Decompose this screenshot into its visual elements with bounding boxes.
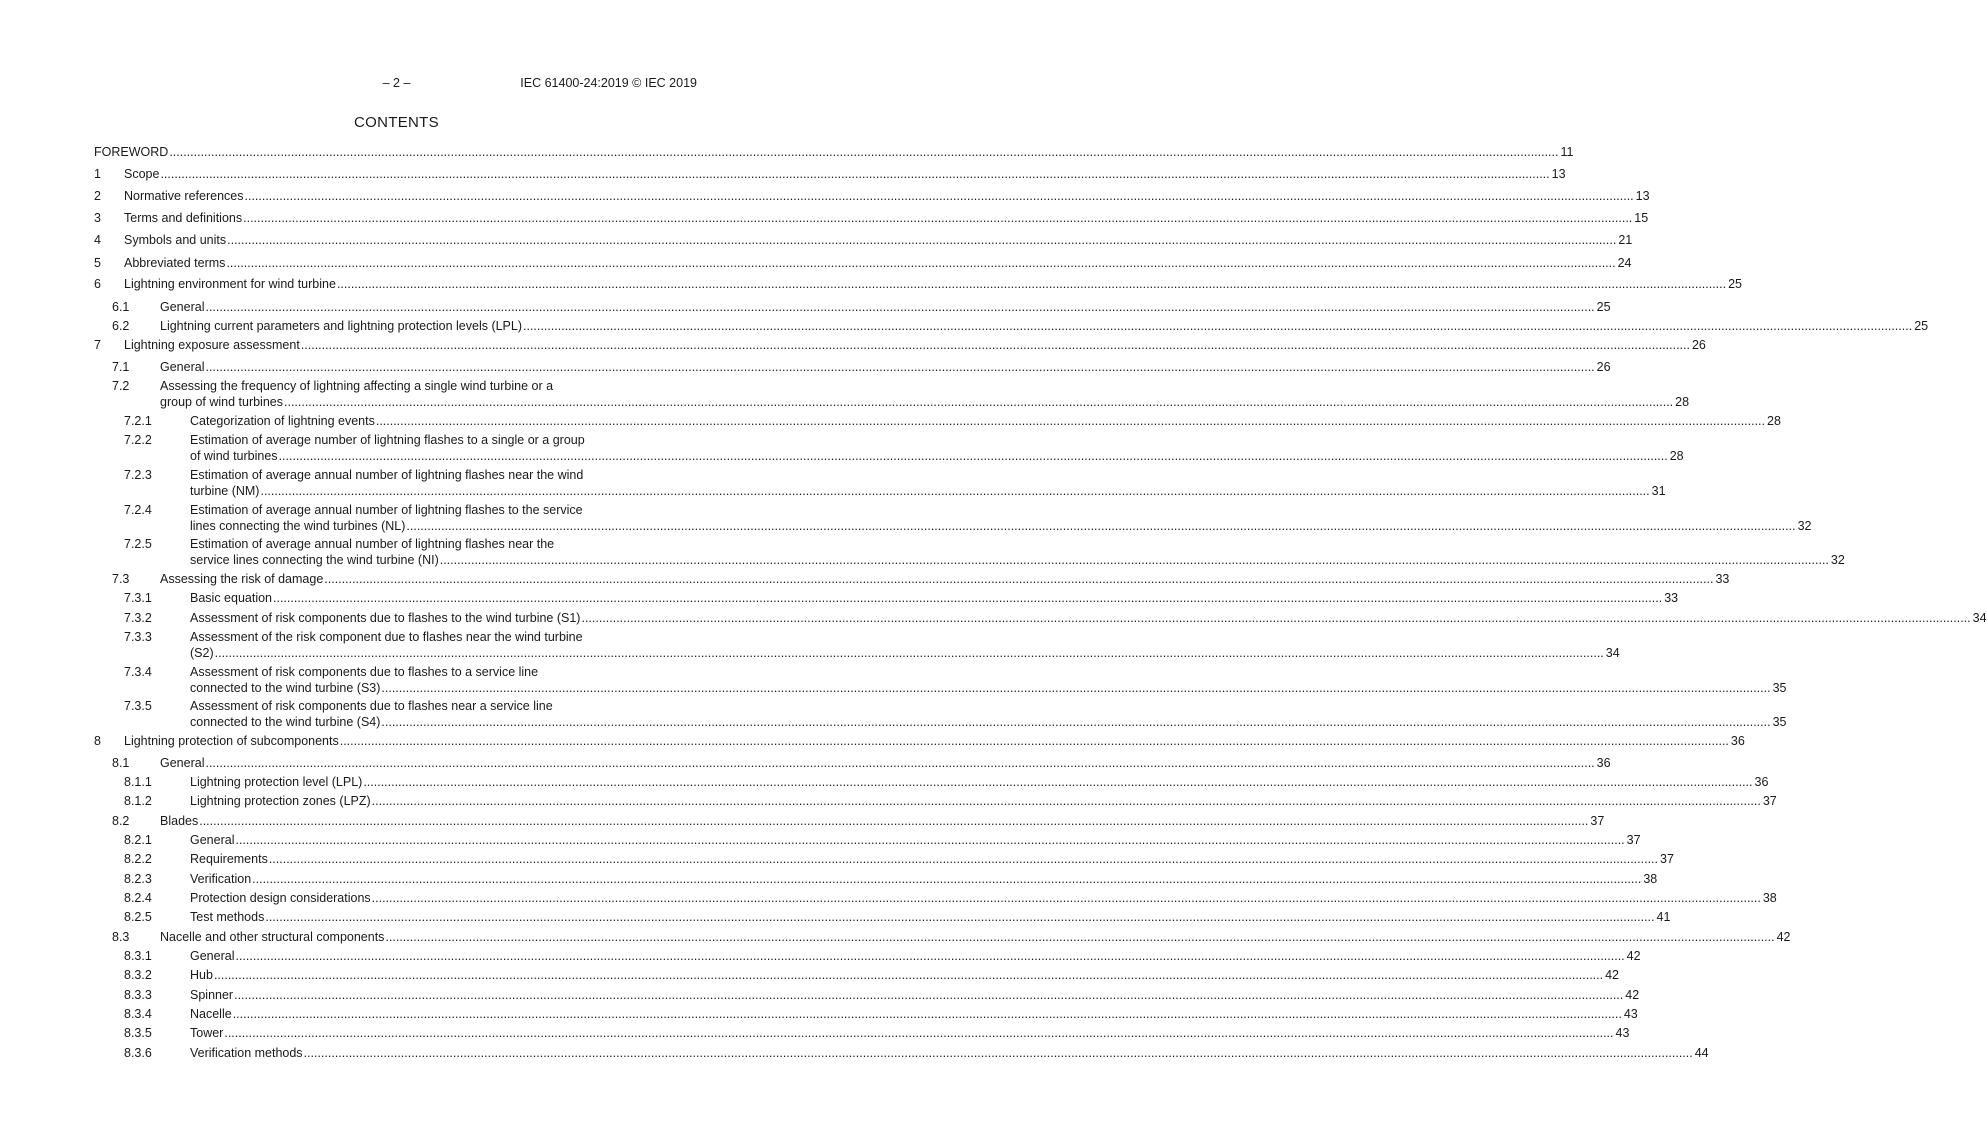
toc-entry-title xyxy=(190,1046,1709,1062)
toc-entry-title xyxy=(190,968,1620,984)
toc-entry-text: connected to the wind turbine (S3) xyxy=(190,680,381,695)
toc-entry-title xyxy=(160,360,1611,376)
dot-leader: ................................................................................................................................................................................................................................................................................................................................................................................................................ xyxy=(303,1046,1693,1060)
dot-leader: ................................................................................................................................................................................................................................................................................................................................................................................................................ xyxy=(385,930,1775,944)
toc-entry-text: Estimation of average annual number of lightning flashes to the service xyxy=(190,503,583,517)
toc-entry-page: 13 xyxy=(1635,189,1650,203)
dot-leader: ................................................................................................................................................................................................................................................................................................................................................................................................................ xyxy=(235,833,1625,847)
dot-leader: ................................................................................................................................................................................................................................................................................................................................................................................................................ xyxy=(273,591,1663,605)
dot-leader: ................................................................................................................................................................................................................................................................................................................................................................................................................ xyxy=(205,360,1595,374)
toc-entry-title xyxy=(190,665,1787,696)
toc-entry-text: Lightning protection of subcomponents xyxy=(124,734,339,748)
dot-leader: ................................................................................................................................................................................................................................................................................................................................................................................................................ xyxy=(227,233,1617,247)
toc-entry-text: Assessing the frequency of lightning affecting a single wind turbine or a xyxy=(160,379,554,393)
toc-entry-text: Lightning environment for wind turbine xyxy=(124,277,336,291)
toc-entry-title xyxy=(190,872,1658,888)
toc-entry-page: 38 xyxy=(1643,872,1658,886)
dot-leader: ................................................................................................................................................................................................................................................................................................................................................................................................................ xyxy=(252,872,1642,886)
dot-leader: ................................................................................................................................................................................................................................................................................................................................................................................................................ xyxy=(214,645,1604,660)
toc-entry-page: 21 xyxy=(1618,233,1633,247)
toc-entry-number: 8.2.1 xyxy=(124,833,152,847)
toc-entry-title xyxy=(124,167,1566,183)
toc-entry-text: Categorization of lightning events xyxy=(190,414,375,428)
toc-entry-page: 28 xyxy=(1767,414,1781,428)
dot-leader: ................................................................................................................................................................................................................................................................................................................................................................................................................ xyxy=(381,714,1771,729)
toc-entry-page: 42 xyxy=(1605,968,1620,982)
toc-entry-page: 25 xyxy=(1596,300,1611,314)
dot-leader: ................................................................................................................................................................................................................................................................................................................................................................................................................ xyxy=(324,572,1714,586)
toc-entry-number: 8.1.1 xyxy=(124,775,152,789)
toc-entry-text: group of wind turbines xyxy=(160,394,283,409)
toc-entry-text: Assessing the risk of damage xyxy=(160,572,324,586)
toc-entry-title xyxy=(160,572,1730,588)
toc-entry-title xyxy=(190,1026,1630,1042)
toc-entry-title xyxy=(160,300,1611,316)
toc-entry-page: 33 xyxy=(1715,572,1730,586)
toc-entry-text: General xyxy=(190,833,235,847)
toc-entry-number: 8.2 xyxy=(112,814,130,828)
toc-entry-text: Assessment of risk components due to flashes near a service line xyxy=(190,699,553,713)
toc-entry-text: Nacelle and other structural components xyxy=(160,930,385,944)
toc-entry-text: Hub xyxy=(190,968,213,982)
dot-leader: ................................................................................................................................................................................................................................................................................................................................................................................................................ xyxy=(265,910,1655,924)
toc-entry-page: 32 xyxy=(1797,518,1812,533)
toc-entry-number: 7.2.3 xyxy=(124,468,152,482)
toc-entry-page: 43 xyxy=(1615,1026,1630,1040)
toc-entry-number: 8.1.2 xyxy=(124,794,152,808)
toc-entry-number: 8.3.2 xyxy=(124,968,152,982)
toc-entry-page: 36 xyxy=(1596,756,1611,770)
toc-entry-text: Basic equation xyxy=(190,591,273,605)
toc-entry-number: 7.3.5 xyxy=(124,699,152,713)
dot-leader: ................................................................................................................................................................................................................................................................................................................................................................................................................ xyxy=(339,734,1729,748)
toc-entry-text: Spinner xyxy=(190,988,234,1002)
toc-entry-title xyxy=(124,233,1633,249)
toc-entry-title xyxy=(190,891,1777,907)
toc-entry-number: 8.3.4 xyxy=(124,1007,152,1021)
toc-entry-title xyxy=(160,756,1611,772)
dot-leader: ................................................................................................................................................................................................................................................................................................................................................................................................................ xyxy=(213,968,1604,982)
toc-entry-text: Symbols and units xyxy=(124,233,227,247)
toc-entry-text: Terms and definitions xyxy=(124,211,243,225)
dot-leader: ................................................................................................................................................................................................................................................................................................................................................................................................................ xyxy=(268,852,1658,866)
toc-entry-number: 8.2.2 xyxy=(124,852,152,866)
toc-entry-title xyxy=(190,699,1787,730)
toc-entry-page: 11 xyxy=(1560,145,1574,159)
toc-entry-title xyxy=(190,949,1641,965)
document-id: IEC 61400-24:2019 © IEC 2019 xyxy=(520,76,697,90)
toc-entry-text: Estimation of average number of lightning flashes to a single or a group xyxy=(190,433,585,447)
toc-entry-text: General xyxy=(160,756,205,770)
toc-entry-text: connected to the wind turbine (S4) xyxy=(190,714,381,729)
page-title: CONTENTS xyxy=(354,114,439,131)
toc-entry-text: Abbreviated terms xyxy=(124,256,226,270)
toc-entry-title xyxy=(160,379,1690,410)
dot-leader: ................................................................................................................................................................................................................................................................................................................................................................................................................ xyxy=(381,680,1771,695)
toc-entry-title xyxy=(124,211,1649,227)
toc-entry-number: 8.3 xyxy=(112,930,130,944)
toc-entry-number: 8.3.5 xyxy=(124,1026,152,1040)
toc-entry-text: Lightning protection level (LPL) xyxy=(190,775,363,789)
toc-entry-title xyxy=(124,256,1632,272)
dot-leader: ................................................................................................................................................................................................................................................................................................................................................................................................................ xyxy=(278,448,1668,463)
dot-leader: ................................................................................................................................................................................................................................................................................................................................................................................................................ xyxy=(523,319,1913,333)
toc-entry-title xyxy=(190,988,1640,1004)
toc-entry-title xyxy=(190,852,1674,868)
toc-entry-page: 25 xyxy=(1914,319,1929,333)
toc-entry-text: lines connecting the wind turbines (NL) xyxy=(190,518,406,533)
toc-entry-number: 4 xyxy=(94,233,101,247)
toc-entry-number: 8.3.3 xyxy=(124,988,152,1002)
toc-entry-text: (S2) xyxy=(190,645,214,660)
page-header xyxy=(0,76,793,92)
toc-entry-title xyxy=(190,503,1812,534)
toc-entry-page: 34 xyxy=(1605,645,1620,660)
toc-entry-page: 44 xyxy=(1694,1046,1709,1060)
toc-entry-title xyxy=(160,930,1791,946)
dot-leader: ................................................................................................................................................................................................................................................................................................................................................................................................................ xyxy=(300,338,1690,352)
toc-entry-page: 37 xyxy=(1660,852,1674,866)
dot-leader: ................................................................................................................................................................................................................................................................................................................................................................................................................ xyxy=(363,775,1753,789)
toc-entry-page: 28 xyxy=(1669,448,1684,463)
dot-leader: ................................................................................................................................................................................................................................................................................................................................................................................................................ xyxy=(284,394,1674,409)
toc-entry-text: General xyxy=(160,360,205,374)
toc-entry-page: 25 xyxy=(1728,277,1743,291)
toc-entry-text: service lines connecting the wind turbine (NI) xyxy=(190,552,439,567)
toc-entry-number: 7.2.1 xyxy=(124,414,152,428)
toc-entry-page: 41 xyxy=(1656,910,1671,924)
toc-entry-page: 37 xyxy=(1762,794,1777,808)
toc-entry-page: 35 xyxy=(1772,680,1787,695)
toc-entry-text: Verification methods xyxy=(190,1046,303,1060)
toc-entry-number: 7.3.4 xyxy=(124,665,152,679)
toc-entry-text: Assessment of the risk component due to flashes near the wind turbine xyxy=(190,630,583,644)
toc-entry-text: Scope xyxy=(124,167,160,181)
toc-entry-text: Assessment of risk components due to flashes to the wind turbine (S1) xyxy=(190,611,581,625)
toc-entry-title xyxy=(190,630,1620,661)
toc-entry-page: 43 xyxy=(1623,1007,1638,1021)
toc-entry-text: Verification xyxy=(190,872,252,886)
dot-leader: ................................................................................................................................................................................................................................................................................................................................................................................................................ xyxy=(243,211,1633,225)
toc-entry-number: 2 xyxy=(94,189,101,203)
toc-entry-page: 38 xyxy=(1762,891,1777,905)
dot-leader: ................................................................................................................................................................................................................................................................................................................................................................................................................ xyxy=(336,277,1727,291)
toc-entry-page: 24 xyxy=(1617,256,1632,270)
toc-entry-page: 15 xyxy=(1634,211,1649,225)
dot-leader: ................................................................................................................................................................................................................................................................................................................................................................................................................ xyxy=(199,814,1589,828)
toc-entry-number: 7.3.3 xyxy=(124,630,152,644)
toc-entry-number: 7.3.1 xyxy=(124,591,152,605)
toc-entry-number: 7.3.2 xyxy=(124,611,152,625)
toc-entry-page: 26 xyxy=(1691,338,1706,352)
dot-leader: ................................................................................................................................................................................................................................................................................................................................................................................................................ xyxy=(371,891,1761,905)
toc-entry-page: 36 xyxy=(1754,775,1769,789)
toc-entry-title xyxy=(190,468,1666,499)
dot-leader: ................................................................................................................................................................................................................................................................................................................................................................................................................ xyxy=(581,611,1971,625)
toc-entry-page: 42 xyxy=(1625,988,1640,1002)
toc-entry-title xyxy=(160,319,1929,335)
toc-entry-title xyxy=(160,814,1605,830)
toc-entry-page: 42 xyxy=(1626,949,1641,963)
dot-leader: ................................................................................................................................................................................................................................................................................................................................................................................................................ xyxy=(232,1007,1622,1021)
toc-entry-text: Test methods xyxy=(190,910,265,924)
toc-entry-text: Assessment of risk components due to flashes to a service line xyxy=(190,665,539,679)
toc-entry-number: 8.2.4 xyxy=(124,891,152,905)
toc-entry-text: General xyxy=(190,949,235,963)
toc-entry-text: Normative references xyxy=(124,189,244,203)
dot-leader: ................................................................................................................................................................................................................................................................................................................................................................................................................ xyxy=(439,552,1829,567)
toc-entry-title xyxy=(124,734,1745,750)
toc-entry-number: 6.2 xyxy=(112,319,130,333)
toc-entry-page: 34 xyxy=(1972,611,1987,625)
dot-leader: ................................................................................................................................................................................................................................................................................................................................................................................................................ xyxy=(226,256,1616,270)
toc-entry-number: 8.3.6 xyxy=(124,1046,152,1060)
toc-entry-number: 7.2.2 xyxy=(124,433,152,447)
toc-entry-title xyxy=(124,277,1743,293)
toc-entry-number: 8.3.1 xyxy=(124,949,152,963)
toc-entry-text: FOREWORD xyxy=(94,145,169,159)
toc-entry-page: 13 xyxy=(1551,167,1566,181)
toc-entry-title xyxy=(190,414,1781,430)
dot-leader: ................................................................................................................................................................................................................................................................................................................................................................................................................ xyxy=(224,1026,1614,1040)
toc-entry-number: 7.1 xyxy=(112,360,130,374)
toc-entry-page: 32 xyxy=(1830,552,1845,567)
toc-entry-text: Protection design considerations xyxy=(190,891,371,905)
toc-entry-title xyxy=(190,833,1641,849)
page-number: – 2 – xyxy=(382,76,411,90)
toc-entry-number: 7.3 xyxy=(112,572,130,586)
dot-leader: ................................................................................................................................................................................................................................................................................................................................................................................................................ xyxy=(260,483,1650,498)
dot-leader: ................................................................................................................................................................................................................................................................................................................................................................................................................ xyxy=(375,414,1766,428)
toc-entry-text: General xyxy=(160,300,205,314)
toc-entry-page: 37 xyxy=(1626,833,1641,847)
toc-entry-text: turbine (NM) xyxy=(190,483,260,498)
toc-entry-title xyxy=(190,910,1671,926)
toc-entry-text: Estimation of average annual number of lightning flashes near the wind xyxy=(190,468,584,482)
toc-entry-title xyxy=(124,338,1706,354)
toc-entry-title xyxy=(190,433,1684,464)
toc-entry-number: 8.1 xyxy=(112,756,130,770)
toc-entry-title xyxy=(190,1007,1638,1023)
toc-entry-number: 8.2.5 xyxy=(124,910,152,924)
dot-leader: ................................................................................................................................................................................................................................................................................................................................................................................................................ xyxy=(169,145,1559,159)
toc-entry-page: 37 xyxy=(1590,814,1605,828)
toc-entry-text: Tower xyxy=(190,1026,224,1040)
toc-entry-text: Lightning protection zones (LPZ) xyxy=(190,794,371,808)
toc-entry-number: 6.1 xyxy=(112,300,130,314)
toc-entry-page: 28 xyxy=(1675,394,1690,409)
toc-entry-page: 35 xyxy=(1772,714,1787,729)
toc-entry-page: 33 xyxy=(1664,591,1679,605)
toc-entry-text: Blades xyxy=(160,814,199,828)
dot-leader: ................................................................................................................................................................................................................................................................................................................................................................................................................ xyxy=(205,756,1595,770)
dot-leader: ................................................................................................................................................................................................................................................................................................................................................................................................................ xyxy=(205,300,1595,314)
toc-entry-title xyxy=(124,189,1650,205)
toc-entry-number: 8.2.3 xyxy=(124,872,152,886)
dot-leader: ................................................................................................................................................................................................................................................................................................................................................................................................................ xyxy=(406,518,1796,533)
toc-entry-text: Nacelle xyxy=(190,1007,232,1021)
toc-entry-number: 3 xyxy=(94,211,101,225)
toc-entry-text: of wind turbines xyxy=(190,448,278,463)
toc-entry-number: 1 xyxy=(94,167,101,181)
toc-entry-title xyxy=(190,794,1777,810)
toc-entry-title xyxy=(190,775,1769,791)
toc-entry-title xyxy=(190,537,1845,568)
toc-entry-page: 26 xyxy=(1596,360,1611,374)
toc-entry-text: Estimation of average annual number of lightning flashes near the xyxy=(190,537,555,551)
toc-entry-title xyxy=(190,611,1987,627)
toc-entry-page: 36 xyxy=(1730,734,1745,748)
toc-entry-number: 7 xyxy=(94,338,101,352)
toc-entry-number: 7.2 xyxy=(112,379,130,393)
toc-entry-title xyxy=(94,145,1574,161)
toc-entry-number: 6 xyxy=(94,277,101,291)
toc-entry-text: Lightning current parameters and lightning protection levels (LPL) xyxy=(160,319,523,333)
toc-entry-text: Lightning exposure assessment xyxy=(124,338,300,352)
toc-entry-title xyxy=(190,591,1679,607)
toc-entry-page: 42 xyxy=(1776,930,1791,944)
toc-entry-number: 7.2.4 xyxy=(124,503,152,517)
dot-leader: ................................................................................................................................................................................................................................................................................................................................................................................................................ xyxy=(235,949,1625,963)
dot-leader: ................................................................................................................................................................................................................................................................................................................................................................................................................ xyxy=(371,794,1761,808)
dot-leader: ................................................................................................................................................................................................................................................................................................................................................................................................................ xyxy=(234,988,1624,1002)
toc-entry-page: 31 xyxy=(1651,483,1666,498)
toc-entry-number: 8 xyxy=(94,734,101,748)
toc-entry-text: Requirements xyxy=(190,852,268,866)
dot-leader: ................................................................................................................................................................................................................................................................................................................................................................................................................ xyxy=(160,167,1550,181)
dot-leader: ................................................................................................................................................................................................................................................................................................................................................................................................................ xyxy=(244,189,1634,203)
toc-entry-number: 7.2.5 xyxy=(124,537,152,551)
toc-entry-number: 5 xyxy=(94,256,101,270)
